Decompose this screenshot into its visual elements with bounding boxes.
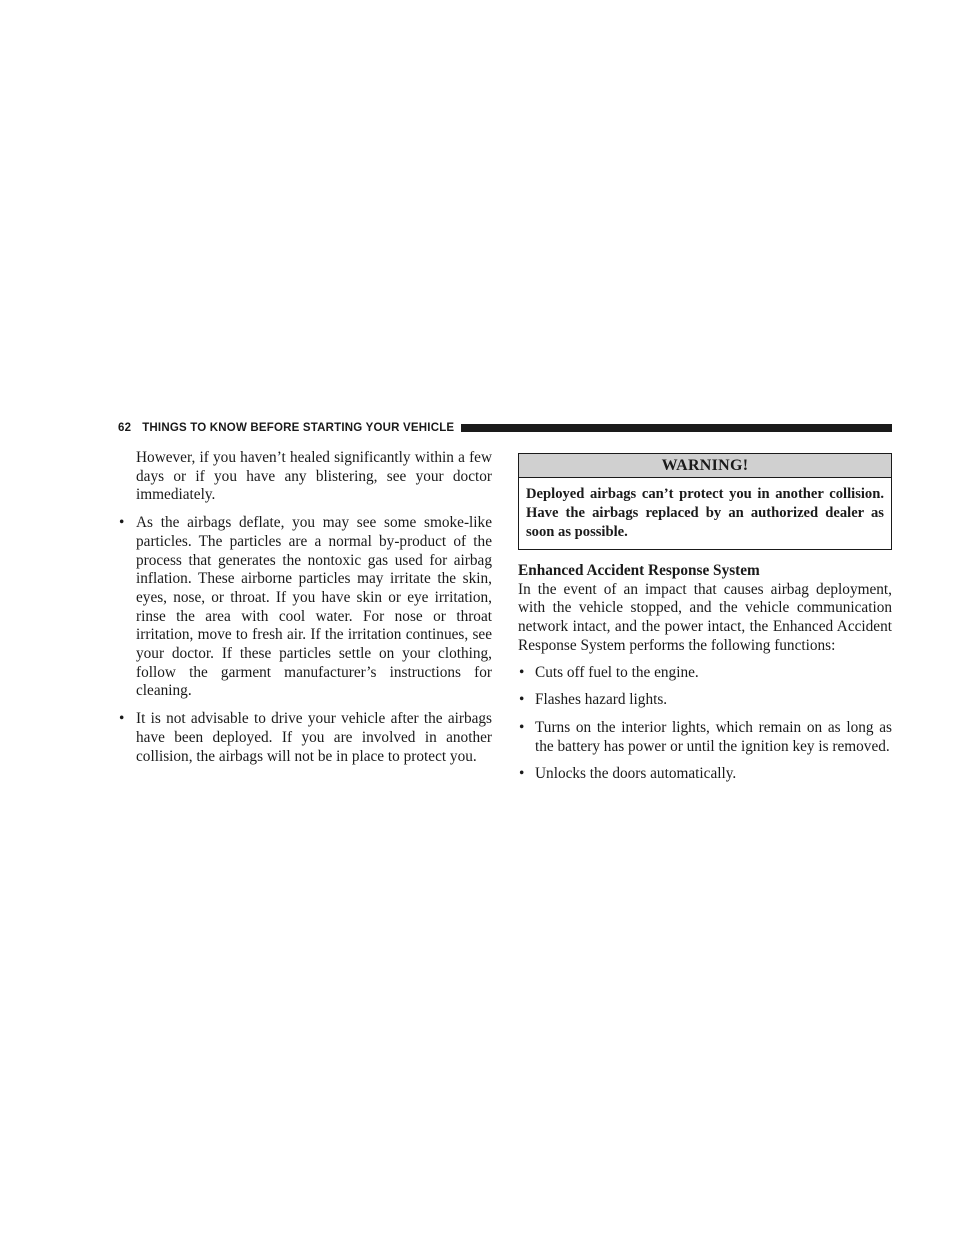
intro-paragraph: However, if you haven’t healed significantly within a few days or if you have any blistering, see your doctor immediately.: [136, 449, 492, 504]
list-item: [518, 691, 892, 710]
right-column: [518, 453, 892, 793]
list-item: [518, 719, 892, 756]
list-item: [518, 664, 892, 683]
list-item-text: Flashes hazard lights.: [535, 691, 668, 709]
left-column: [118, 449, 492, 775]
body-paragraph: In the event of an impact that causes airbag deployment, with the vehicle stopped, and the vehicle communication network intact, and the power intact, the Enhanced Accident Response System performs the following functions:: [518, 580, 892, 654]
list-item-text: Turns on the interior lights, which remain on as long as the battery has power or until the ignition key is removed.: [535, 718, 892, 755]
list-item-text: Unlocks the doors automatically.: [535, 765, 737, 783]
warning-box: [518, 453, 892, 550]
section-title: THINGS TO KNOW BEFORE STARTING YOUR VEHICLE: [142, 422, 455, 434]
list-item-text: Cuts off fuel to the engine.: [535, 663, 699, 681]
section-subheading: Enhanced Accident Response System: [518, 562, 760, 579]
warning-text: Deployed airbags can’t protect you in another collision. Have the airbags replaced by an authorized dealer as soon as possible.: [526, 486, 884, 540]
bullet-icon: •: [519, 691, 525, 709]
list-item: [118, 710, 492, 766]
bullet-icon: •: [519, 663, 525, 681]
bullet-icon: •: [519, 765, 525, 783]
list-item-text: It is not advisable to drive your vehicle after the airbags have been deployed. If you are involved in another collision, the airbags will not be in place to protect you.: [136, 710, 492, 765]
bullet-icon: •: [119, 710, 125, 728]
list-item-text: As the airbags deflate, you may see some smoke-like particles. The particles are a normal by-product of the process that generates the nontoxic gas used for airbag inflation. These airborne particles may irritate the skin, eyes, nose, or throat. If you have skin or eye irritation, rinse the area with cool water. For nose or throat irritation, move to fresh air. If the irritation continues, see your doctor. If these particles settle on your clothing, follow the garment manufacturer’s instructions for cleaning.: [136, 514, 492, 700]
list-item: [118, 514, 492, 701]
list-item: [518, 765, 892, 784]
page-number: 62: [118, 422, 132, 434]
bullet-icon: •: [119, 514, 125, 532]
bullet-icon: •: [519, 718, 525, 736]
header-rule: [461, 424, 892, 432]
warning-title: WARNING!: [519, 454, 891, 478]
page-header: [118, 419, 892, 437]
